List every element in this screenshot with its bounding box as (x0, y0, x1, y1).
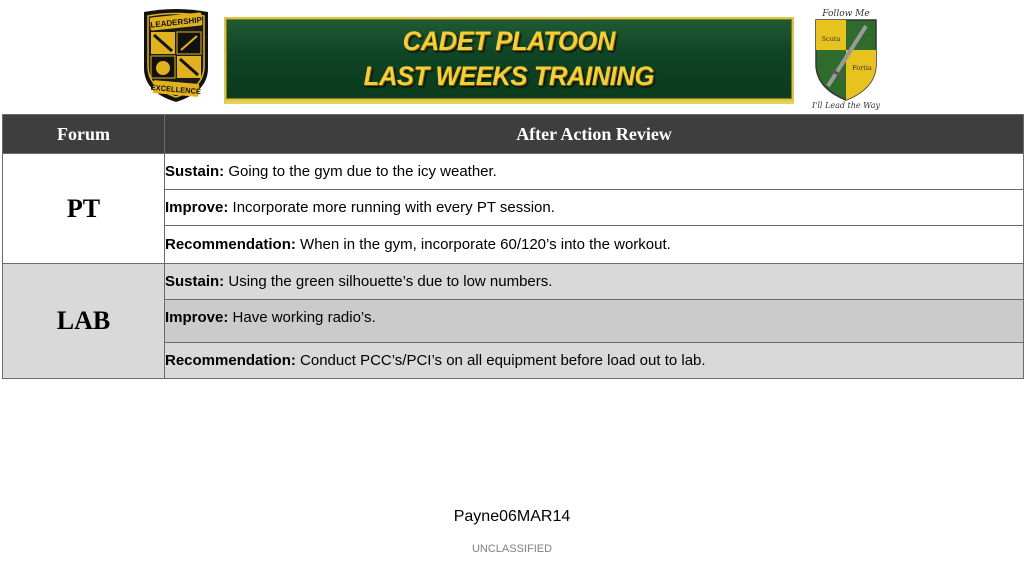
column-header-after-action-review: After Action Review (165, 115, 1024, 154)
aar-label: Recommendation: (165, 352, 296, 369)
aar-text: Going to the gym due to the icy weather. (228, 163, 497, 180)
aar-label: Sustain: (165, 273, 225, 290)
forum-cell-lab: LAB (3, 264, 165, 379)
title-banner (224, 17, 794, 101)
aar-cell (165, 226, 1024, 264)
table-row (3, 264, 1024, 300)
aar-label: Sustain: (165, 163, 225, 180)
aar-text: Have working radio’s. (232, 309, 376, 326)
aar-text: Incorporate more running with every PT session. (232, 199, 555, 216)
right-logo-right-text: Fortia (852, 64, 872, 72)
aar-cell (165, 343, 1024, 379)
banner-title-line-1: CADET PLATOON (402, 26, 616, 56)
follow-me-crest-icon (806, 4, 886, 110)
aar-label: Recommendation: (165, 236, 296, 253)
classification-label: UNCLASSIFIED (471, 543, 553, 555)
forum-cell-pt: PT (3, 154, 165, 264)
left-logo-bottom-text: EXCELLENCE (150, 82, 202, 97)
aar-cell (165, 300, 1024, 343)
banner-title-line-2: LAST WEEKS TRAINING (363, 61, 655, 91)
right-logo-left-text: Scuta (821, 35, 841, 43)
aar-text: Using the green silhouette’s due to low numbers. (228, 273, 553, 290)
footer-author: Payne06MAR14 (453, 508, 571, 525)
after-action-review-table (2, 114, 1024, 379)
right-logo-bottom-text: I'll Lead the Way (812, 101, 880, 110)
aar-cell (165, 264, 1024, 300)
aar-cell (165, 154, 1024, 190)
right-logo-top-text: Follow Me (822, 9, 870, 19)
aar-text: Conduct PCC’s/PCI’s on all equipment before load out to lab. (300, 352, 706, 369)
aar-text: When in the gym, incorporate 60/120’s into the workout. (300, 236, 671, 253)
table-row (3, 154, 1024, 190)
rotc-leadership-excellence-shield-icon (141, 8, 211, 104)
aar-cell (165, 190, 1024, 226)
left-logo-top-text: LEADERSHIP (150, 15, 203, 30)
table-header-row (3, 115, 1024, 154)
aar-label: Improve: (165, 199, 229, 216)
aar-label: Improve: (165, 309, 229, 326)
column-header-forum: Forum (3, 115, 165, 154)
